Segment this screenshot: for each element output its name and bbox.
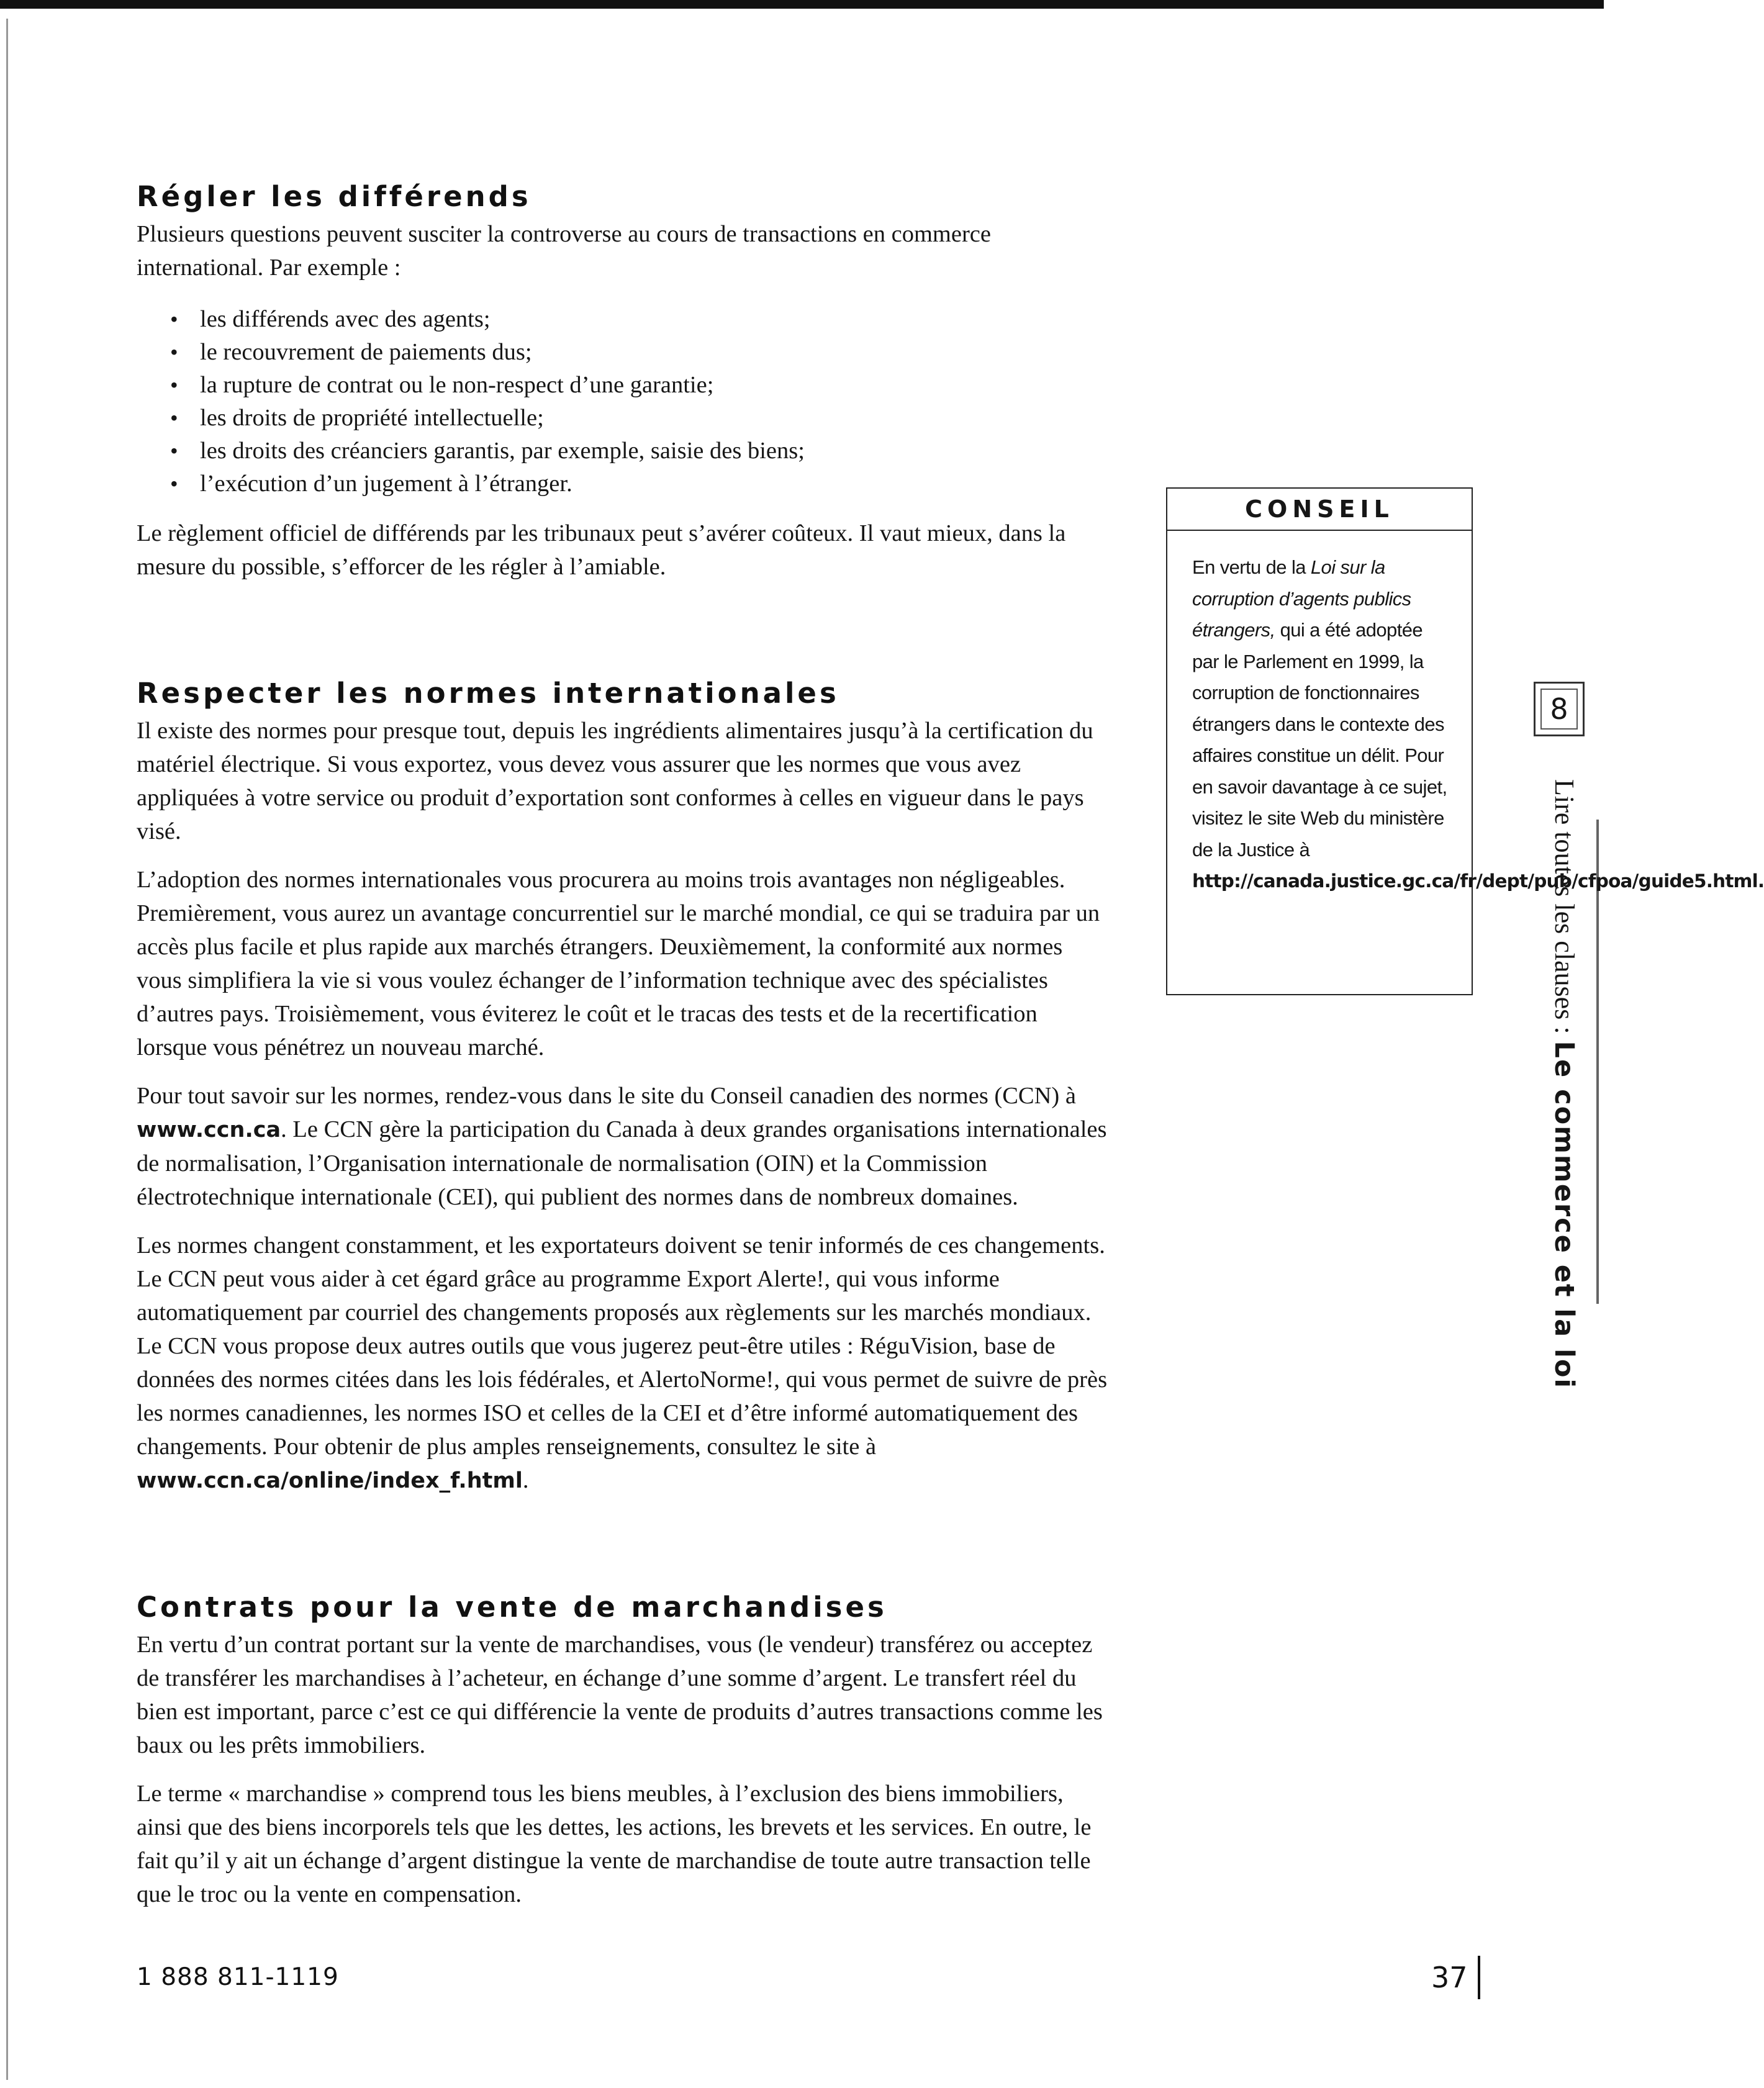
bullet-icon: • [170,307,178,332]
bullet-icon: • [170,405,178,430]
conseil-title: CONSEIL [1167,489,1472,531]
section-contrats [137,1591,1111,1911]
page-number-rule [1478,1956,1480,1999]
ccn-link[interactable]: www.ccn.ca [137,1118,281,1142]
heading-contrats: Contrats pour la vente de marchandises [137,1591,887,1624]
conseil-text: En vertu de la Loi sur la corruption d’agents publics étrangers, qui a été adoptée par le Parlement en 1999, la corruption de fonctionnaires étrangers dans le contexte des affaires constitue un délit. Pour en savoir davantage à ce sujet, visitez le site Web du ministère de la Justice à http://canada.justice.gc.ca/fr/dept/pub/cfpoa/guide5.html. [1192,556,1764,892]
law-title: Loi sur la corruption d’agents publics étrangers, [1192,556,1411,641]
normes-paragraph-4: Les normes changent constamment, et les exportateurs doivent se tenir informés de ces changements. Le CCN peut vous aider à cet égard grâce au programme Export Alerte!, qui vous informe automatiquement par courriel des changements proposés aux règlements sur les marchés mondiaux. Le CCN vous propose deux autres outils que vous jugerez peut-être utiles : RéguVision, base de données des normes citées dans les lois fédérales, et AlertoNorme!, qui vous permet de suivre de près les normes canadiennes, les normes ISO et celles de la CEI et d’être informé automatiquement des changements. Pour obtenir de plus amples renseignements, consultez le site à www.ccn.ca/online/index_f.html. [137,1232,1108,1493]
differends-list [137,303,1111,500]
normes-paragraph-1: Il existe des normes pour presque tout, depuis les ingrédients alimentaires jusqu’à la certification du matériel électrique. Si vous exportez, vous devez vous assurer que les normes que vous avez appliquées à votre service ou produit d’exportation sont conformes à celles en vigueur dans le pays visé. [137,718,1093,844]
list-item: • les différends avec des agents; [170,303,1111,336]
section-differends [137,180,1111,584]
chapter-badge [1534,682,1585,736]
scan-right-edge [1596,820,1599,1304]
justice-link[interactable]: http://canada.justice.gc.ca/fr/dept/pub/cfpoa/guide5.html. [1192,870,1764,892]
bullet-icon: • [170,471,178,496]
normes-paragraph-3: Pour tout savoir sur les normes, rendez-vous dans le site du Conseil canadien des normes (CCN) à www.ccn.ca. Le CCN gère la participation du Canada à deux grandes organisations internationales de normalisation, l’Organisation internationale de normalisation (OIN) et la Commission électrotechnique internationale (CEI), qui publient des normes dans de nombreux domaines. [137,1083,1107,1210]
running-head: Lire toutes les clauses : Le commerce et la loi [1549,779,1580,1390]
intro-paragraph: Plusieurs questions peuvent susciter la controverse au cours de transactions en commerce international. Par exemple : [137,221,991,281]
scan-left-edge [6,19,8,2080]
section-normes [137,677,1111,1498]
heading-differends: Régler les différends [137,180,531,213]
list-item: • les droits de propriété intellectuelle; [170,402,1111,435]
list-item: • la rupture de contrat ou le non-respect d’une garantie; [170,369,1111,402]
bullet-icon: • [170,373,178,397]
bullet-icon: • [170,438,178,463]
bullet-icon: • [170,340,178,364]
reglement-paragraph: Le règlement officiel de différends par les tribunaux peut s’avérer coûteux. Il vaut mieux, dans la mesure du possible, s’efforcer de les régler à l’amiable. [137,520,1066,580]
list-item: • l’exécution d’un jugement à l’étranger. [170,468,1111,500]
page-number: 37 [1431,1961,1468,1994]
heading-normes: Respecter les normes internationales [137,677,839,710]
conseil-box [1166,487,1764,995]
scan-top-border [0,0,1604,9]
list-item: • les droits des créanciers garantis, par exemple, saisie des biens; [170,435,1111,468]
chapter-number: 8 [1540,689,1578,730]
normes-paragraph-2: L’adoption des normes internationales vous procurera au moins trois avantages non négligeables. Premièrement, vous aurez un avantage concurrentiel sur le marché mondial, ce qui se traduira par un accès plus facile et plus rapide aux marchés étrangers. Deuxièmement, la conformité aux normes vous simplifiera la vie si vous voulez échanger de l’information technique avec des spécialistes d’autres pays. Troisièmement, vous éviterez le coût et le tracas des tests et de la recertification lorsque vous pénétrez un nouveau marché. [137,867,1100,1060]
list-item: • le recouvrement de paiements dus; [170,336,1111,369]
contrats-paragraph-2: Le terme « marchandise » comprend tous les biens meubles, à l’exclusion des biens immobiliers, ainsi que des biens incorporels tels que les dettes, les actions, les brevets et les services. En outre, le fait qu’il y ait un échange d’argent distingue la vente de marchandise de toute autre transaction telle que le troc ou la vente en compensation. [137,1781,1092,1907]
main-column [137,180,1111,1911]
footer-phone: 1 888 811-1119 [137,1963,339,1991]
ccn-online-link[interactable]: www.ccn.ca/online/index_f.html [137,1468,523,1493]
contrats-paragraph-1: En vertu d’un contrat portant sur la vente de marchandises, vous (le vendeur) transférez ou acceptez de transférer les marchandises à l’acheteur, en échange d’une somme d’argent. Le transfert réel du bien est important, parce c’est ce qui différencie la vente de produits d’autres transactions comme les baux ou les prêts immobiliers. [137,1632,1103,1758]
